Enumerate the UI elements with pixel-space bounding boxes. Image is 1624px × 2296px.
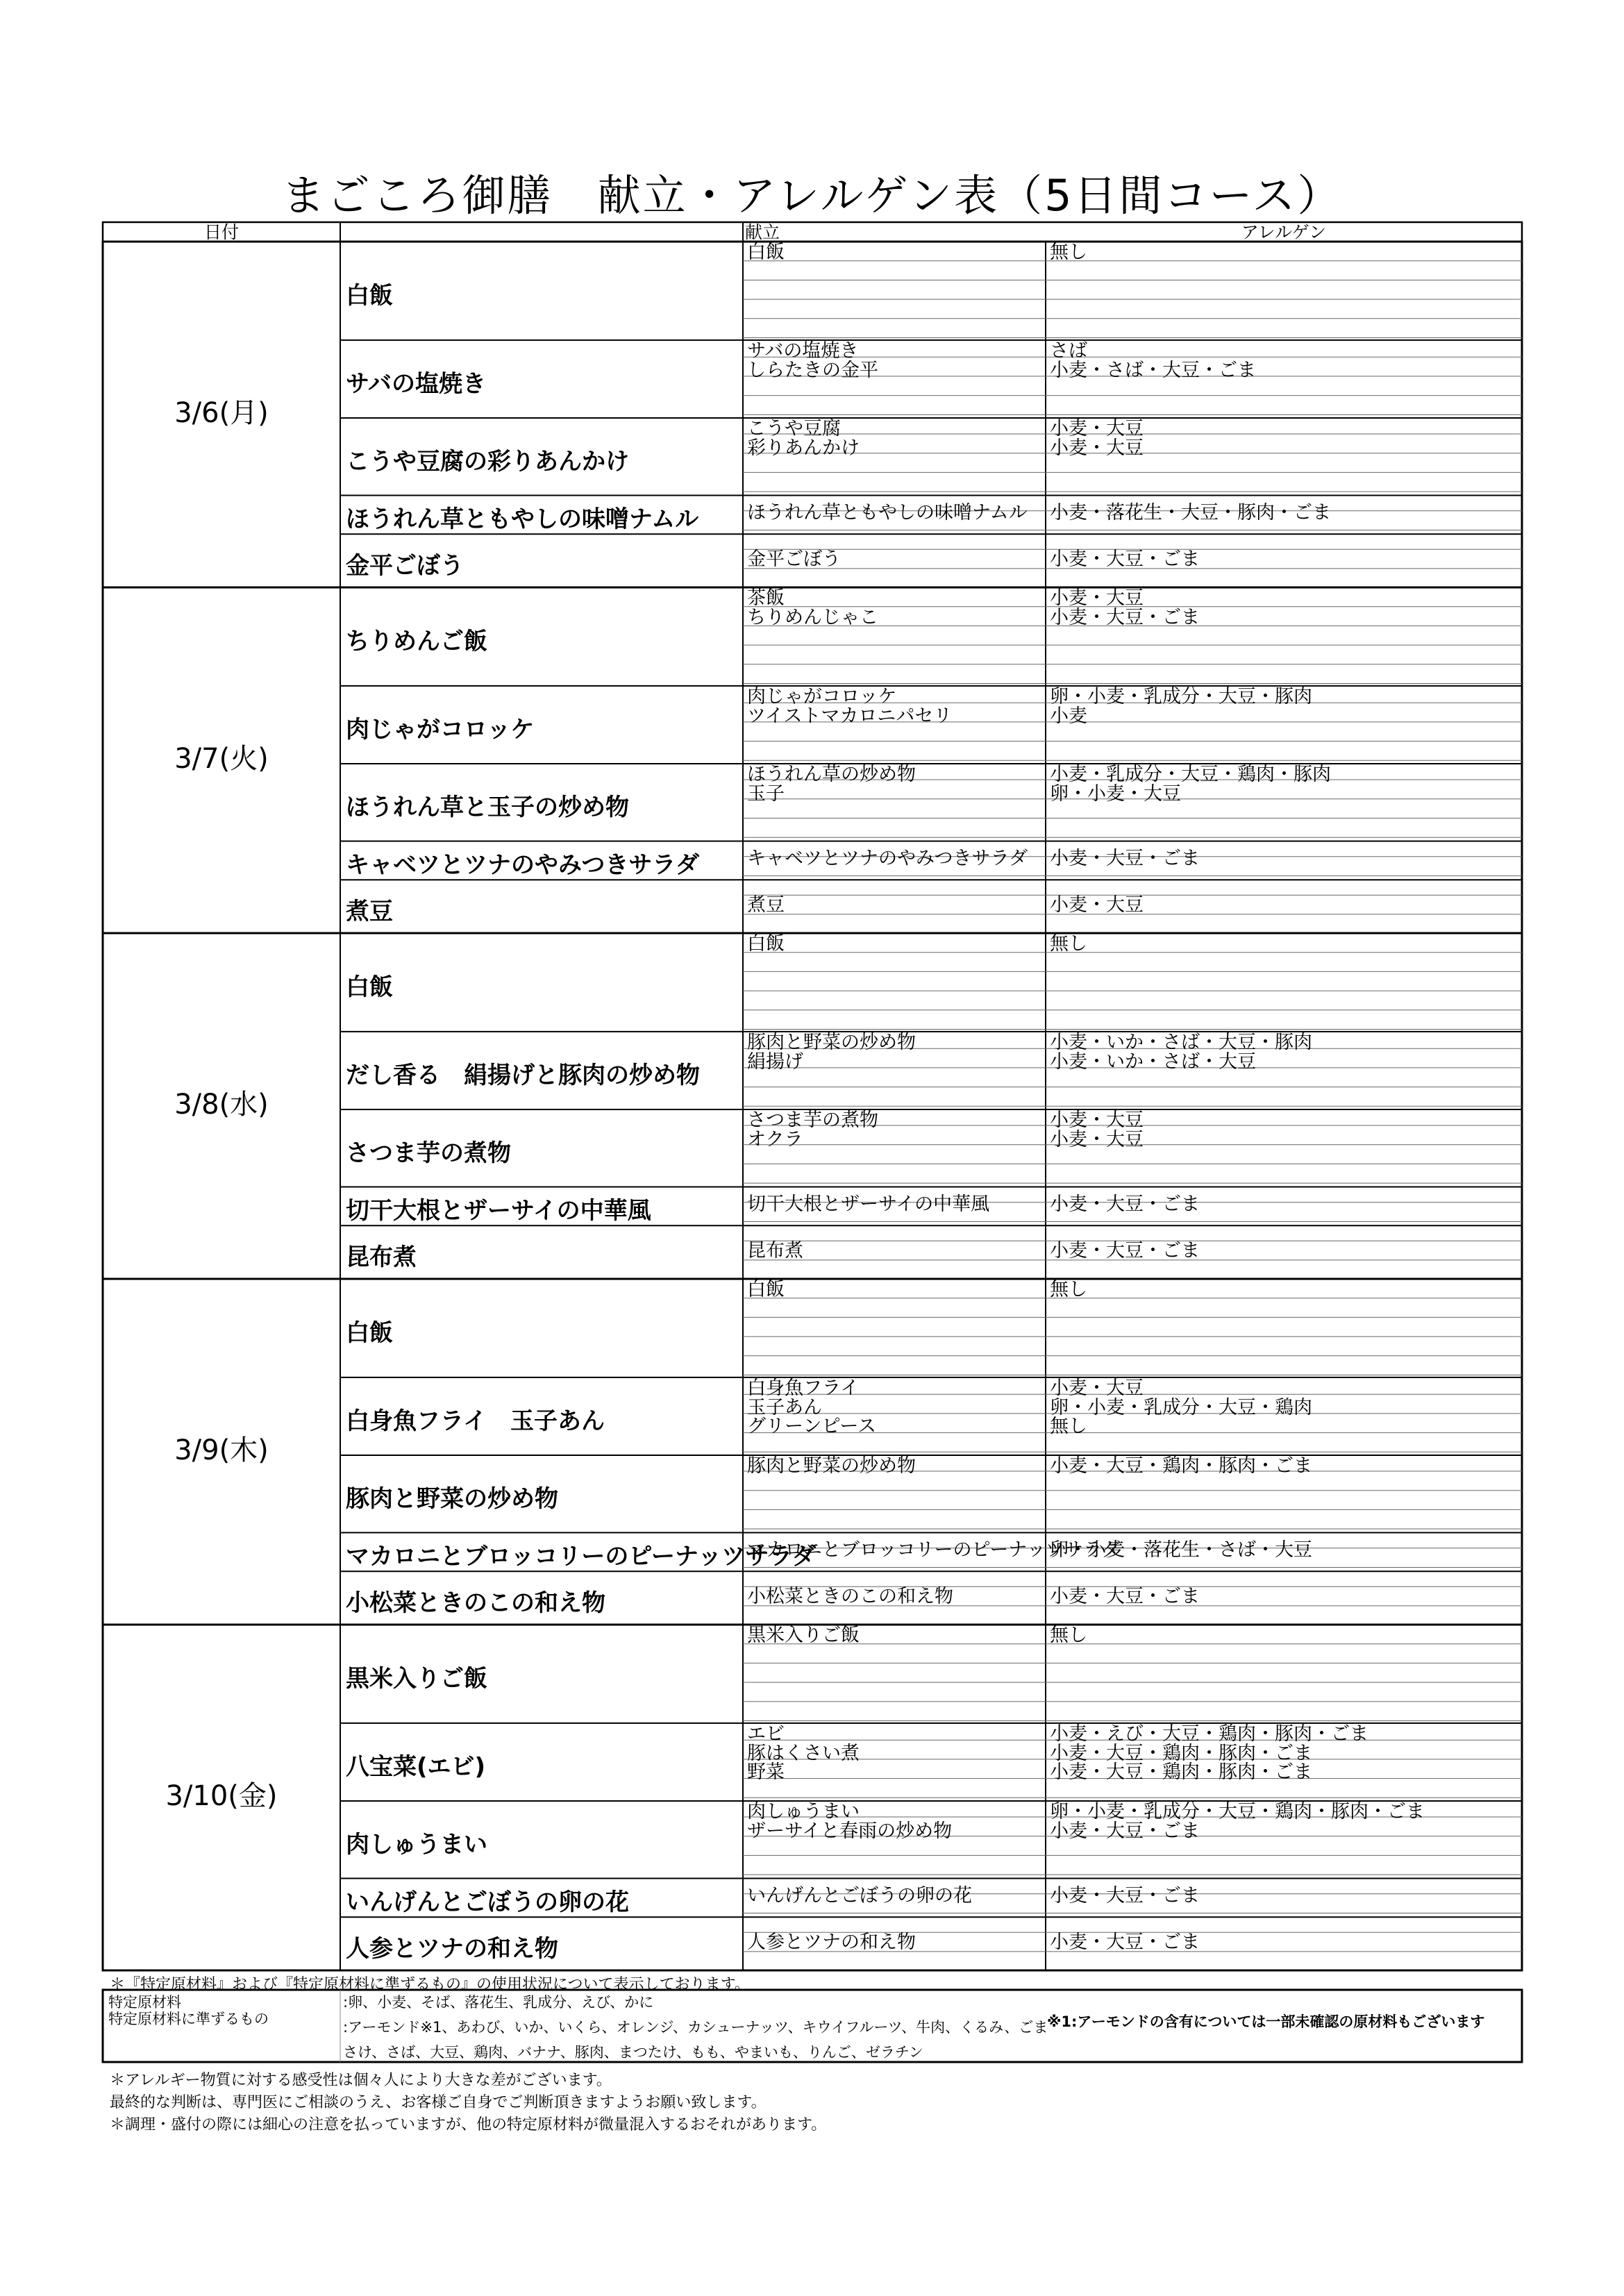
- allergen-value: 無し: [1050, 242, 1087, 263]
- item-name: しらたきの金平: [747, 359, 878, 381]
- allergen-value: 小麦・大豆: [1050, 1377, 1144, 1399]
- allergen-value: 小麦・大豆・ごま: [1050, 606, 1200, 628]
- footnote: ＊『特定原材料』および『特定原材料に準ずるもの』の使用状況について表示しております。: [110, 1976, 750, 1993]
- dish-name: だし香る 絹揚げと豚肉の炒め物: [346, 1061, 700, 1089]
- dish-name: ほうれん草ともやしの味噌ナムル: [346, 505, 699, 534]
- legend-equivalent-label: 特定原材料に準ずるもの: [108, 2011, 269, 2027]
- item-name: 黒米入りご飯: [747, 1625, 860, 1646]
- allergen-value: 小麦・大豆: [1050, 417, 1144, 439]
- item-name: こうや豆腐: [747, 417, 841, 439]
- allergen-value: 小麦・大豆: [1050, 587, 1144, 609]
- allergen-value: 小麦・大豆: [1050, 437, 1144, 459]
- dish-name: ちりめんご飯: [346, 627, 487, 655]
- allergen-value: 小麦・大豆・ごま: [1050, 1239, 1200, 1262]
- item-name: 野菜: [747, 1761, 785, 1784]
- item-name: 小松菜ときのこの和え物: [747, 1585, 953, 1607]
- allergen-value: 卵・小麦・乳成分・大豆・鶏肉: [1050, 1396, 1312, 1418]
- dish-name: ほうれん草と玉子の炒め物: [346, 793, 629, 821]
- allergen-value: 小麦・大豆・ごま: [1050, 1585, 1200, 1607]
- item-name: 肉しゅうまい: [747, 1800, 860, 1822]
- item-name: 玉子あん: [747, 1396, 822, 1418]
- dish-name: サバの塩焼き: [346, 369, 486, 398]
- item-name: 切干大根とザーサイの中華風: [747, 1193, 990, 1216]
- dish-name: キャベツとツナのやみつきサラダ: [346, 851, 699, 880]
- legend-specified-label: 特定原材料: [108, 1994, 181, 2011]
- allergen-value: 小麦・大豆・ごま: [1050, 1885, 1200, 1907]
- allergen-value: 小麦・大豆・ごま: [1050, 548, 1200, 570]
- dish-name: 白飯: [346, 1318, 393, 1347]
- allergen-value: 小麦・大豆・鶏肉・豚肉・ごま: [1050, 1761, 1312, 1784]
- dish-name: 肉しゅうまい: [346, 1830, 487, 1859]
- footnote: ＊調理・盛付の際には細心の注意を払っていますが、他の特定原材料が微量混入するおそれがあります。: [110, 2116, 827, 2134]
- header-menu: 献立: [744, 222, 780, 242]
- item-name: グリーンピース: [747, 1416, 877, 1438]
- dish-name: 豚肉と野菜の炒め物: [346, 1484, 558, 1513]
- header-allergen: アレルゲン: [1241, 222, 1327, 242]
- allergen-value: 卵・小麦・乳成分・大豆・鶏肉・豚肉・ごま: [1050, 1800, 1425, 1822]
- dish-name: いんげんとごぼうの卵の花: [346, 1888, 629, 1917]
- date-label: 3/9(木): [174, 1434, 269, 1466]
- allergen-value: 小麦・えび・大豆・鶏肉・豚肉・ごま: [1050, 1723, 1368, 1745]
- allergen-value: 小麦・大豆・ごま: [1050, 1820, 1200, 1842]
- dish-name: 黒米入りご飯: [346, 1664, 487, 1693]
- legend-equivalent-items-cont: さけ、さば、大豆、鶏肉、バナナ、豚肉、まつたけ、もも、やまいも、りんご、ゼラチン: [343, 2044, 923, 2061]
- date-label: 3/8(水): [174, 1089, 269, 1121]
- allergen-value: 小麦・落花生・大豆・豚肉・ごま: [1050, 502, 1331, 524]
- dish-name: 切干大根とザーサイの中華風: [346, 1197, 651, 1225]
- item-name: 昆布煮: [747, 1239, 803, 1262]
- allergen-value: 小麦・乳成分・大豆・鶏肉・豚肉: [1050, 763, 1331, 785]
- allergen-value: 小麦・大豆: [1050, 1109, 1144, 1131]
- item-name: 彩りあんかけ: [747, 437, 860, 459]
- allergen-value: 小麦・大豆・ごま: [1050, 1193, 1200, 1216]
- item-name: サバの塩焼き: [747, 340, 859, 362]
- allergen-value: 小麦・いか・さば・大豆: [1050, 1050, 1256, 1073]
- dish-name: 白飯: [346, 973, 393, 1001]
- allergen-value: 無し: [1050, 1625, 1087, 1646]
- item-name: 煮豆: [747, 894, 785, 916]
- legend-equivalent-items: :アーモンド※1、あわび、いか、いくら、オレンジ、カシューナッツ、キウイフルーツ、牛肉、くるみ、ごま: [343, 2019, 1048, 2036]
- allergen-value: 小麦・いか・さば・大豆・豚肉: [1050, 1031, 1312, 1053]
- allergen-value: 卵・小麦・大豆: [1050, 782, 1181, 805]
- item-name: いんげんとごぼうの卵の花: [747, 1885, 972, 1907]
- dish-name: 金平ごぼう: [346, 551, 464, 580]
- dish-name: 白身魚フライ 玉子あん: [346, 1407, 605, 1435]
- footnote: 最終的な判断は、専門医にご相談のうえ、お客様ご自身でご判断頂きますようお願い致します。: [110, 2094, 767, 2111]
- item-name: 白飯: [747, 933, 785, 955]
- legend-note: ※1:アーモンドの含有については一部未確認の原材料もございます: [1047, 2013, 1485, 2030]
- item-name: マカロニとブロッコリーのピーナッツサラダ: [747, 1539, 1121, 1561]
- allergen-value: 小麦・大豆・ごま: [1050, 1931, 1200, 1953]
- allergen-value: 小麦・さば・大豆・ごま: [1050, 359, 1256, 381]
- dish-name: 白飯: [346, 281, 393, 310]
- allergen-value: 小麦・大豆: [1050, 894, 1144, 916]
- dish-name: 肉じゃがコロッケ: [346, 715, 535, 744]
- allergen-value: 卵・小麦・落花生・さば・大豆: [1050, 1539, 1312, 1561]
- legend-specified-items: :卵、小麦、そば、落花生、乳成分、えび、かに: [343, 1994, 654, 2011]
- dish-name: マカロニとブロッコリーのピーナッツサラダ: [346, 1543, 816, 1571]
- item-name: ザーサイと春雨の炒め物: [747, 1820, 953, 1842]
- item-name: オクラ: [747, 1128, 803, 1150]
- item-name: 豚肉と野菜の炒め物: [747, 1031, 916, 1053]
- item-name: 白身魚フライ: [747, 1377, 860, 1399]
- dish-name: 煮豆: [346, 897, 393, 925]
- item-name: 茶飯: [747, 587, 785, 609]
- allergen-value: 卵・小麦・乳成分・大豆・豚肉: [1050, 685, 1312, 707]
- item-name: 絹揚げ: [747, 1050, 803, 1073]
- item-name: さつま芋の煮物: [747, 1109, 878, 1131]
- allergen-value: 無し: [1050, 1279, 1087, 1300]
- item-name: 玉子: [747, 782, 785, 805]
- item-name: 肉じゃがコロッケ: [747, 685, 897, 707]
- item-name: キャベツとツナのやみつきサラダ: [747, 848, 1028, 870]
- date-label: 3/6(月): [174, 397, 269, 429]
- dish-name: さつま芋の煮物: [346, 1139, 511, 1167]
- allergen-value: 無し: [1050, 1416, 1087, 1438]
- item-name: 金平ごぼう: [747, 548, 841, 570]
- allergen-value: 小麦・大豆・ごま: [1050, 848, 1200, 870]
- item-name: ほうれん草の炒め物: [747, 763, 916, 785]
- item-name: ちりめんじゃこ: [747, 606, 878, 628]
- item-name: 人参とツナの和え物: [747, 1931, 916, 1953]
- item-name: ツイストマカロニパセリ: [747, 705, 953, 727]
- item-name: ほうれん草ともやしの味噌ナムル: [747, 502, 1028, 524]
- dish-name: 昆布煮: [346, 1243, 417, 1271]
- dish-name: こうや豆腐の彩りあんかけ: [346, 447, 629, 476]
- page-title: まごころ御膳 献立・アレルゲン表（5日間コース）: [281, 170, 1343, 221]
- date-label: 3/7(火): [174, 743, 269, 775]
- header-date: 日付: [203, 222, 239, 242]
- item-name: 豚肉と野菜の炒め物: [747, 1455, 916, 1477]
- allergen-value: 無し: [1050, 933, 1087, 955]
- allergen-value: さば: [1050, 340, 1087, 362]
- item-name: 白飯: [747, 1279, 785, 1300]
- dish-name: 小松菜ときのこの和え物: [346, 1589, 605, 1617]
- item-name: 豚はくさい煮: [747, 1742, 860, 1764]
- item-name: 白飯: [747, 242, 785, 263]
- date-label: 3/10(金): [165, 1780, 278, 1812]
- allergen-value: 小麦・大豆・鶏肉・豚肉・ごま: [1050, 1455, 1312, 1477]
- footnote: ＊アレルギー物質に対する感受性は個々人により大きな差がございます。: [110, 2072, 612, 2089]
- dish-name: 人参とツナの和え物: [346, 1934, 558, 1963]
- allergen-value: 小麦・大豆: [1050, 1128, 1144, 1150]
- item-name: エビ: [747, 1723, 785, 1745]
- allergen-value: 小麦: [1050, 705, 1087, 727]
- allergen-value: 小麦・大豆・鶏肉・豚肉・ごま: [1050, 1742, 1312, 1764]
- dish-name: 八宝菜(エビ): [346, 1752, 486, 1781]
